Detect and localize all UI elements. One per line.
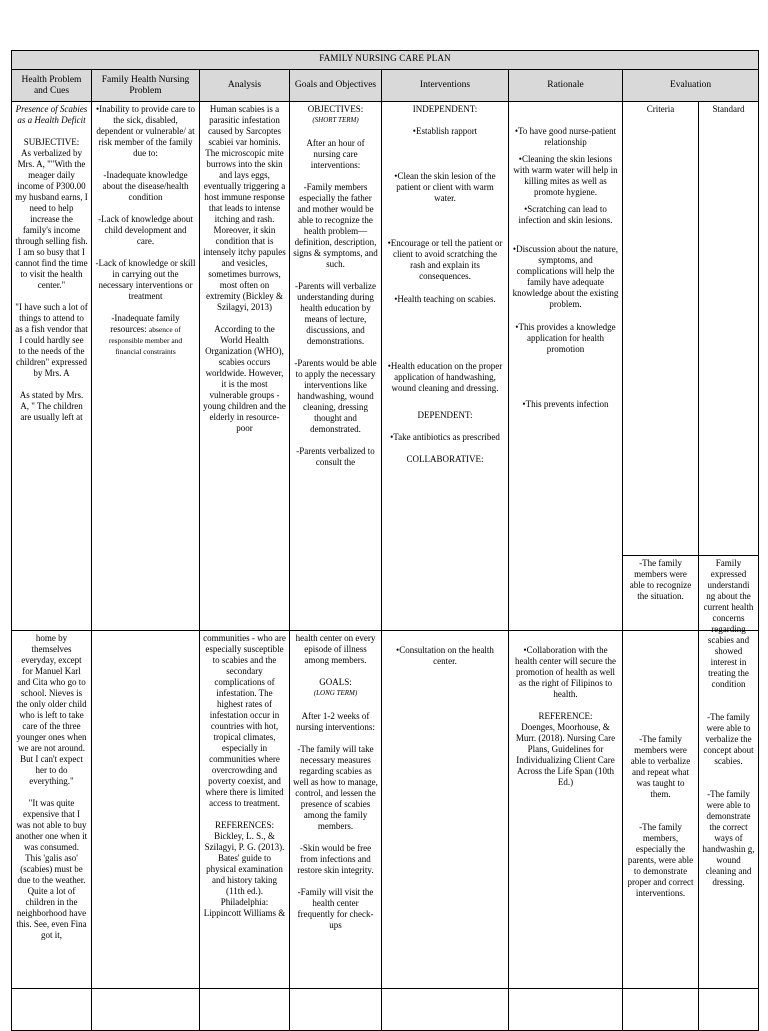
standard-3: -The family were able to demonstrate the correct ways of handwashin g, wound cleaning and dressing. (702, 789, 755, 887)
objective-2: -Family members especially the father and mother would be able to recognize the health problem—definition, description, signs & symptoms, and such. (293, 182, 378, 269)
analysis-references: REFERENCES: Bickley, L. S., & Szilagyi, P. G. (2013). Bates' guide to physical examination and history taking (11th ed.). Philadelphia: Lippincott Williams & (203, 820, 286, 918)
short-term-label: (SHORT TERM) (312, 116, 359, 124)
cue-quote-2: "I have such a lot of things to attend to as a fish vendor that I could hardly see to the needs of the children" expressed by Mrs. A (15, 302, 88, 378)
rationale-5: •This provides a knowledge application for health promotion (515, 322, 616, 354)
rationale-3: •Scratching can lead to infection and skin lesions. (518, 204, 613, 225)
family-problem-1: •Inability to provide care to the sick, disabled, dependent or vulnerable/ at risk member of the family due to: (95, 104, 196, 158)
family-problem-4: -Lack of knowledge or skill in carrying out the necessary interventions or treatment (95, 258, 196, 301)
rationale-1: •To have good nurse-patient relationship (514, 126, 617, 147)
intervention-4: •Health teaching on scabies. (394, 294, 496, 304)
cue-continued-2: "It was quite expensive that I was not able to buy another one when it was consumed. This 'galis aso' (scabies) must be due to the weather. Quite a lot of children in the neighborhood have this. See, even Fina got it, (15, 798, 88, 940)
table-title: FAMILY NURSING CARE PLAN (12, 51, 759, 70)
reference-heading: REFERENCE: (538, 711, 593, 721)
family-problem-3: -Lack of knowledge about child development and care. (98, 214, 193, 246)
objective-1: After an hour of nursing care interventions: (306, 138, 365, 170)
intervention-2: •Clean the skin lesion of the patient or client with warm water. (394, 171, 496, 203)
header-interventions: Interventions (382, 70, 509, 102)
objectives-heading: OBJECTIVES: (307, 104, 364, 114)
analysis-continued-1: communities - who are especially susceptible to scabies and the secondary complications of infestation. The highest rates of infestation occur in countries with hot, tropical climates, especially in communities where overcrowding and poverty coexist, and where there is limited access to treatment. (203, 633, 286, 808)
goal-intro: After 1-2 weeks of nursing interventions: (296, 711, 375, 732)
analysis-cell-continued (200, 631, 290, 1031)
criteria-3: -The family members, especially the parents, were able to demonstrate proper and correct interventions. (627, 822, 694, 898)
criteria-2: -The family members were able to verbalize and repeat what was taught to them. (630, 734, 691, 799)
header-analysis: Analysis (200, 70, 290, 102)
analysis-paragraph-2: According to the World Health Organization (WHO), scabies occurs worldwide. However, it is the most vulnerable groups - young children and the elderly in resource-poor (203, 324, 286, 433)
objective-continued: health center on every episode of illness among members. (295, 633, 376, 665)
rationale-4: •Discussion about the nature, symptoms, and complications will help the family have adequate knowledge about the existing problem. (512, 244, 619, 309)
header-health-problem: Health Problem and Cues (12, 70, 92, 102)
cues-cell-continued (12, 631, 92, 1031)
standard-cell-continued (699, 631, 759, 1031)
standard-1: Family expressed understandi ng about the current health concerns regarding scabies and showed interest in treating the condition (703, 558, 754, 689)
criteria-cell-continued (623, 631, 699, 1031)
interventions-cell-continued (382, 631, 509, 1031)
analysis-paragraph-1: Human scabies is a parasitic infestation caused by Sarcoptes scabiei var hominis. The microscopic mite burrows into the skin and lays eggs, eventually triggering a host immune response that leads to intense itching and rash. Moreover, it skin condition that is intensely itchy papules and vesicles, sometimes burrows, most often on extremity (Bickley & Szilagyi, 2013) (203, 104, 286, 312)
cue-quote-1: As verbalized by Mrs. A, ""With the meager daily income of P300.00 my husband earns, I need to help increase the family's income through selling fish. I am so busy that I cannot find the time to visit the health center." (15, 148, 88, 290)
family-problem-5: -Inadequate family resources: absence of responsible member and financial constraints (108, 313, 183, 356)
criteria-1: -The family members were able to recognize the situation. (629, 558, 692, 601)
long-term-label: (LONG TERM) (313, 689, 358, 697)
goal-2: -Skin would be free from infections and restore skin integrity. (297, 843, 374, 875)
goals-cell-continued (290, 631, 382, 1031)
intervention-3: •Encourage or tell the patient or client to avoid scratching the rash and explain its consequences. (387, 238, 503, 281)
dependent-heading: DEPENDENT: (417, 410, 473, 420)
rationale-collaboration: •Collaboration with the health center will secure the promotion of health as well as the right of Filipinos to health. (515, 645, 616, 699)
objective-3: -Parents will verbalize understanding during health education by means of lecture, discussions, and demonstrations. (295, 281, 376, 346)
header-evaluation: Evaluation (623, 70, 759, 102)
intervention-1: •Establish rapport (412, 126, 478, 136)
intervention-consultation: •Consultation on the health center. (396, 645, 494, 666)
objective-5: -Parents verbalized to consult the (296, 446, 375, 467)
criteria-header: Criteria (623, 102, 699, 556)
goal-3: -Family will visit the health center frequently for check-ups (297, 887, 374, 930)
rationale-6: •This prevents infection (522, 399, 609, 409)
intervention-5: •Health education on the proper application of handwashing, wound cleaning and dressing. (387, 361, 503, 393)
family-problem-5-detail: absence of responsible member and financial constraints (108, 325, 183, 356)
care-plan-table-page-2 (11, 630, 759, 1031)
family-problem-cell-continued (92, 631, 200, 1031)
rationale-cell-continued (509, 631, 623, 1031)
cue-continued-1: home by themselves everyday, except for Manuel Karl and Cita who go to school. Nieves is the only older child who is left to take care of the three younger ones when we are not around. But I can't expect her to do everything." (16, 633, 87, 786)
standard-2: -The family were able to verbalize the concept about scabies. (703, 712, 754, 766)
header-family-problem: Family Health Nursing Problem (92, 70, 200, 102)
problem-title: Presence of Scabies as a Health Deficit (15, 104, 88, 125)
standard-header: Standard (699, 102, 759, 556)
intervention-6: •Take antibiotics as prescribed (390, 432, 500, 442)
rationale-2: •Cleaning the skin lesions with warm water will help in killing mites as well as promote hygiene. (513, 154, 618, 197)
independent-heading: INDEPENDENT: (412, 104, 478, 114)
header-rationale: Rationale (509, 70, 623, 102)
collaborative-heading: COLLABORATIVE: (406, 454, 484, 464)
goal-1: -The family will take necessary measures regarding scabies as well as how to manage, control, and lessen the presence of scabies among the family members. (293, 744, 378, 831)
reference-citation: Doenges, Moorhouse, & Murr. (2018). Nursing Care Plans, Guidelines for Individualizing Client Care Across the Life Span (10th Ed.) (515, 722, 616, 787)
family-problem-2: -Inadequate knowledge about the disease/health condition (102, 170, 189, 202)
objective-4: -Parents would be able to apply the necessary interventions like handwashing, wound cleaning, dressing thought and demonstrated. (294, 358, 377, 434)
goals-heading: GOALS: (319, 677, 352, 687)
header-goals: Goals and Objectives (290, 70, 382, 102)
cue-quote-3: As stated by Mrs. A, " The children are usually left at (19, 390, 84, 422)
subjective-heading: SUBJECTIVE: (23, 137, 80, 147)
